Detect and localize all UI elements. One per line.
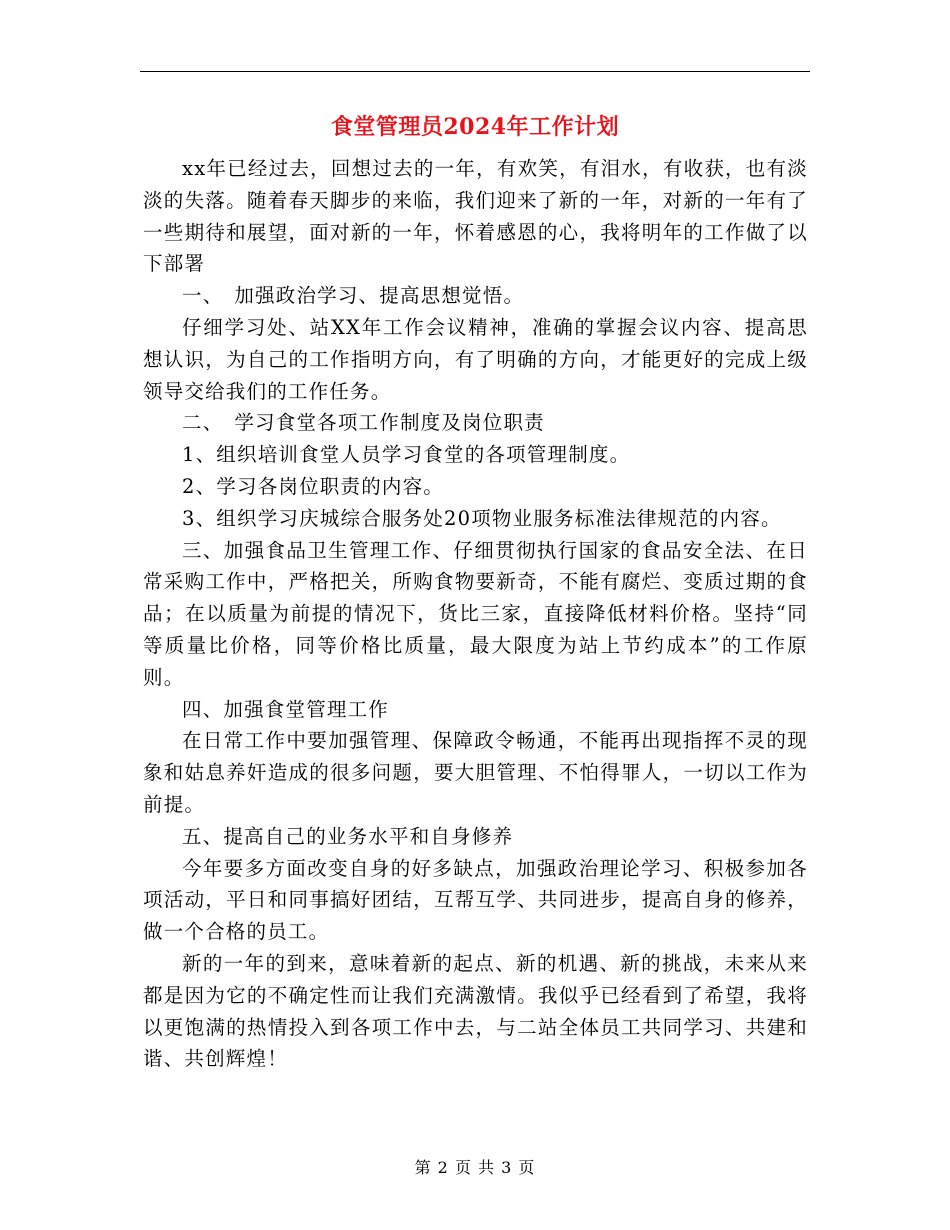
paragraph-section-1: 仔细学习处、站XX年工作会议精神，准确的掌握会议内容、提高思想认识，为自己的工作指明方向，有了明确的方向，才能更好的完成上级领导交给我们的工作任务。 [143, 315, 808, 403]
paragraph-section-5: 今年要多方面改变自身的好多缺点，加强政治理论学习、积极参加各项活动，平日和同事搞好团结，互帮互学、共同进步，提高自身的修养，做一个合格的员工。 [143, 856, 808, 944]
section-heading-4: 四、加强食堂管理工作 [182, 697, 390, 721]
section-heading-2: 二、 学习食堂各项工作制度及岗位职责 [182, 411, 545, 435]
section-heading-5: 五、提高自己的业务水平和自身修养 [182, 824, 514, 848]
header-rule [140, 71, 810, 72]
document-body [143, 153, 808, 1075]
paragraph-section-4: 在日常工作中要加强管理、保障政令畅通，不能再出现指挥不灵的现象和姑息养奸造成的很多问题，要大胆管理、不怕得罪人，一切以工作为前提。 [143, 729, 808, 816]
paragraph-intro: xx年已经过去，回想过去的一年，有欢笑，有泪水，有收获，也有淡淡的失落。随着春天脚步的来临，我们迎来了新的一年，对新的一年有了一些期待和展望，面对新的一年，怀着感恩的心，我将明年的工作做了以下部署 [143, 157, 808, 276]
paragraph-conclusion: 新的一年的到来，意味着新的起点、新的机遇、新的挑战，未来从来都是因为它的不确定性而让我们充满激情。我似乎已经看到了希望，我将以更饱满的热情投入到各项工作中去，与二站全体员工共同学习、共建和谐、共创辉煌！ [143, 951, 808, 1071]
list-item: 3、组织学习庆城综合服务处20项物业服务标准法律规范的内容。 [182, 506, 782, 530]
document-title: 食堂管理员2024年工作计划 [330, 114, 620, 140]
list-item: 2、学习各岗位职责的内容。 [182, 474, 445, 498]
page-number: 第 2 页 共 3 页 [414, 1158, 536, 1177]
paragraph-section-3: 三、加强食品卫生管理工作、仔细贯彻执行国家的食品安全法、在日常采购工作中，严格把关，所购食物要新奇，不能有腐烂、变质过期的食品；在以质量为前提的情况下，货比三家，直接降低材料价格。坚持“同等质量比价格，同等价格比质量，最大限度为站上节约成本”的工作原则。 [143, 538, 808, 689]
list-item: 1、组织培训食堂人员学习食堂的各项管理制度。 [182, 443, 631, 467]
section-heading-1: 一、 加强政治学习、提高思想觉悟。 [182, 284, 525, 308]
